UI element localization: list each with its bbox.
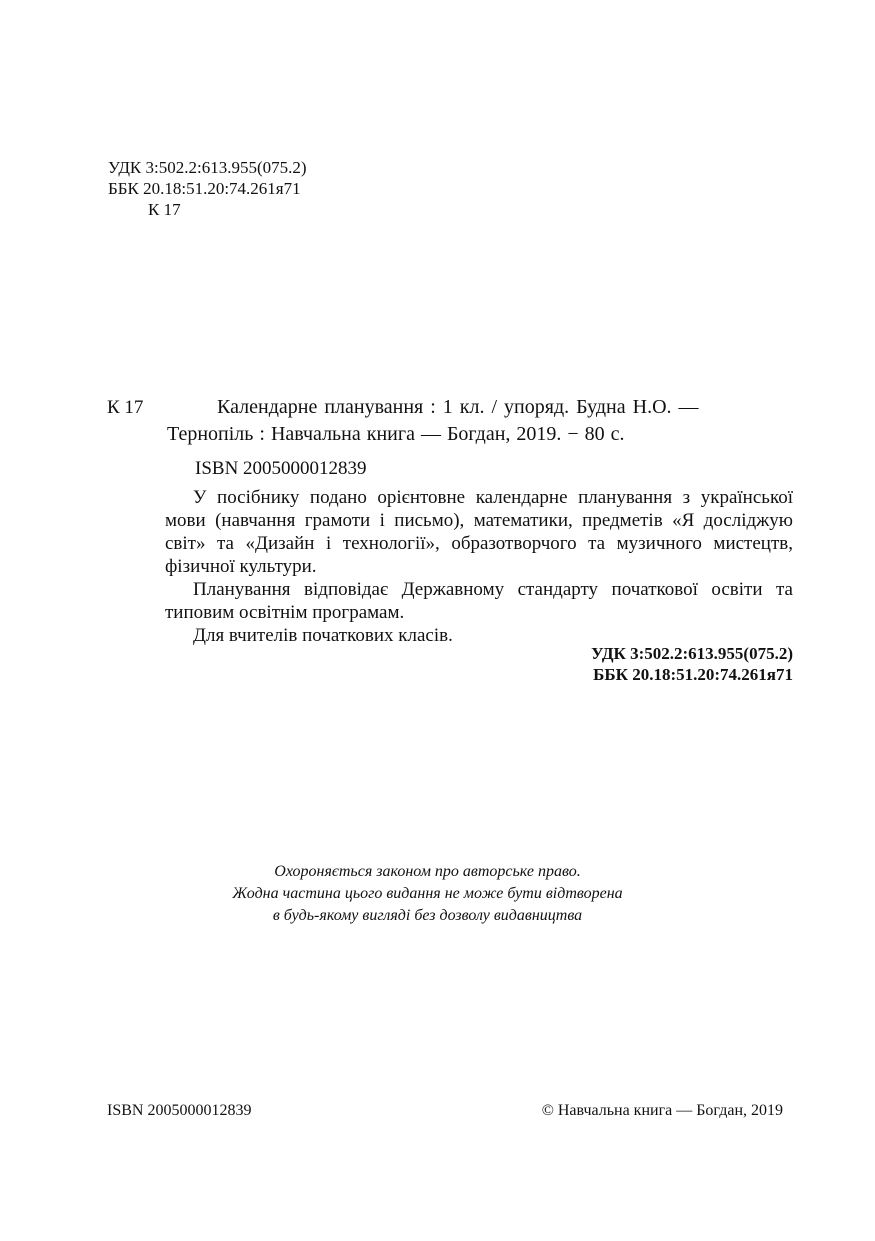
footer-isbn: ISBN 2005000012839 [107, 1102, 252, 1119]
annotation-paragraph-1: У посібнику подано орієнтовне календарне планування з української мови (навчання грамоти і письмо), математики, предметів «Я досліджую світ» та «Дизайн і технології», образотворчого та музичного мистецтв, фізичної культури. [165, 487, 793, 577]
record-title-line-1: Календарне планування : 1 кл. / упоряд. Будна Н.О. — [217, 396, 699, 418]
record-indices [591, 643, 793, 685]
header-author-sign: К 17 [148, 200, 181, 219]
record-author-sign: К 17 [107, 397, 144, 418]
record-isbn: ISBN 2005000012839 [195, 458, 367, 479]
annotation-paragraph-3: Для вчителів початкових класів. [193, 625, 453, 646]
header-bbk: ББК 20.18:51.20:74.261я71 [108, 179, 301, 198]
footer-copyright: © Навчальна книга — Богдан, 2019 [541, 1102, 783, 1119]
copyright-notice-line-1: Охороняється законом про авторське право. [274, 863, 581, 880]
annotation-paragraph-2: Планування відповідає Державному стандарту початкової освіти та типовим освітнім програмам. [165, 579, 793, 623]
annotation [165, 486, 793, 647]
copyright-notice-line-3: в будь-якому вигляді без дозволу видавництва [272, 907, 583, 924]
record-bbk: ББК 20.18:51.20:74.261я71 [593, 665, 793, 684]
copyright-notice-line-2: Жодна частина цього видання не може бути відтворена [232, 885, 623, 902]
header-udk: УДК 3:502.2:613.955(075.2) [108, 158, 307, 177]
record-title-line-2: Тернопіль : Навчальна книга — Богдан, 2019. − 80 с. [167, 423, 625, 445]
copyright-notice [0, 861, 855, 927]
record-udk: УДК 3:502.2:613.955(075.2) [591, 644, 793, 663]
